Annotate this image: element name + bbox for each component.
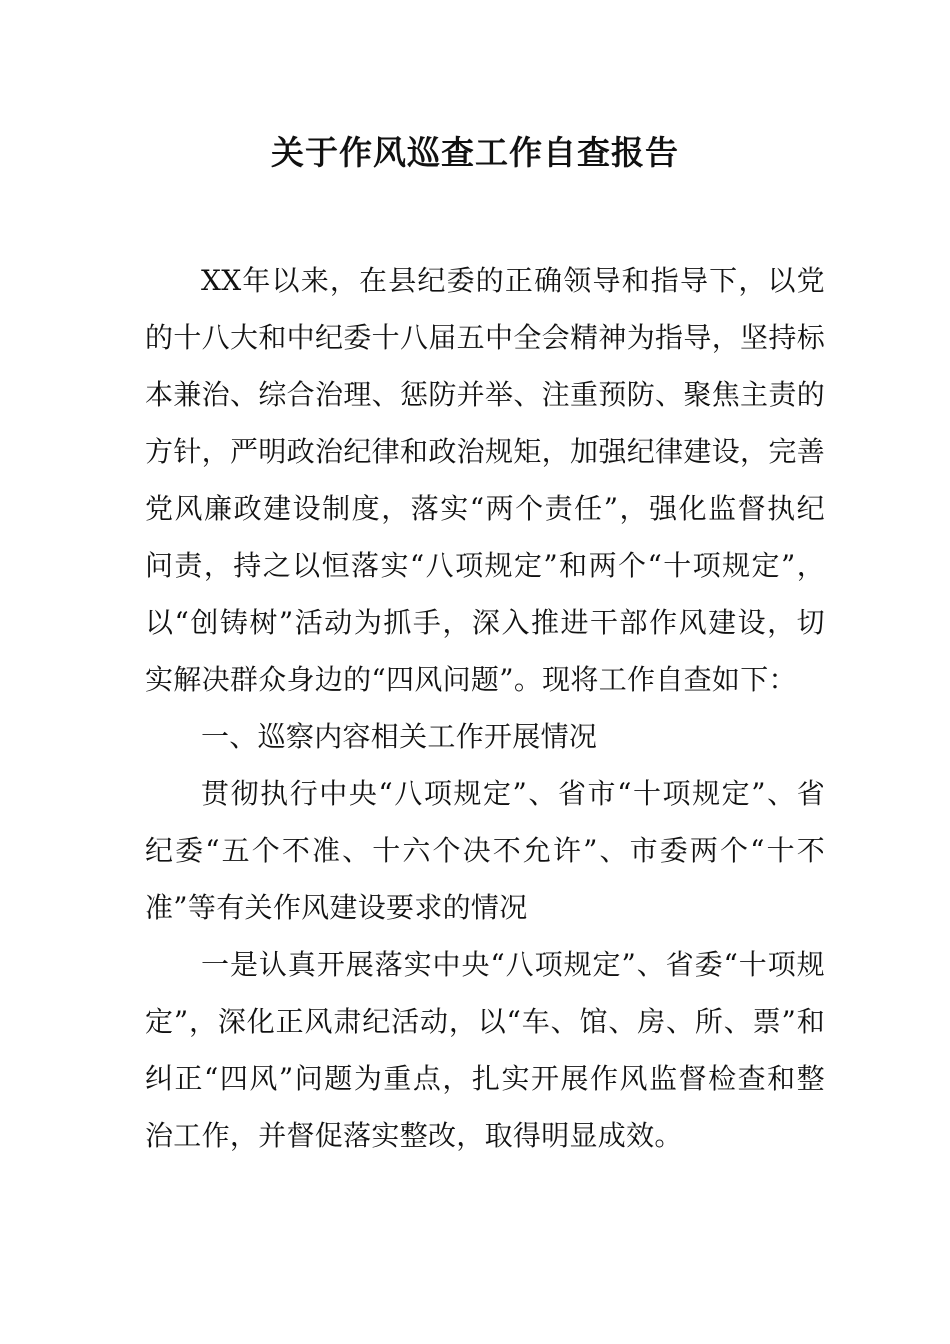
document-title: 关于作风巡查工作自查报告 [271, 133, 679, 172]
section-heading-1: 一、巡察内容相关工作开展情况 [201, 720, 598, 753]
paragraph-requirements: 贯彻执行中央“八项规定”、省市“十项规定”、省纪委“五个不准、十六个决不允许”、市委两个“十不准”等有关作风建设要求的情况 [145, 777, 825, 924]
paragraph-point-1: 一是认真开展落实中央“八项规定”、省委“十项规定”，深化正风肃纪活动，以“车、馆、房、所、票”和纠正“四风”问题为重点，扎实开展作风监督检查和整治工作，并督促落实整改，取得明显成效。 [145, 948, 825, 1152]
document-body [145, 252, 825, 1164]
paragraph-intro: XX年以来，在县纪委的正确领导和指导下，以党的十八大和中纪委十八届五中全会精神为指导，坚持标本兼治、综合治理、惩防并举、注重预防、聚焦主责的方针，严明政治纪律和政治规矩，加强纪律建设，完善党风廉政建设制度，落实“两个责任”，强化监督执纪问责，持之以恒落实“八项规定”和两个“十项规定”，以“创铸树”活动为抓手，深入推进干部作风建设，切实解决群众身边的“四风问题”。现将工作自查如下： [145, 264, 825, 696]
